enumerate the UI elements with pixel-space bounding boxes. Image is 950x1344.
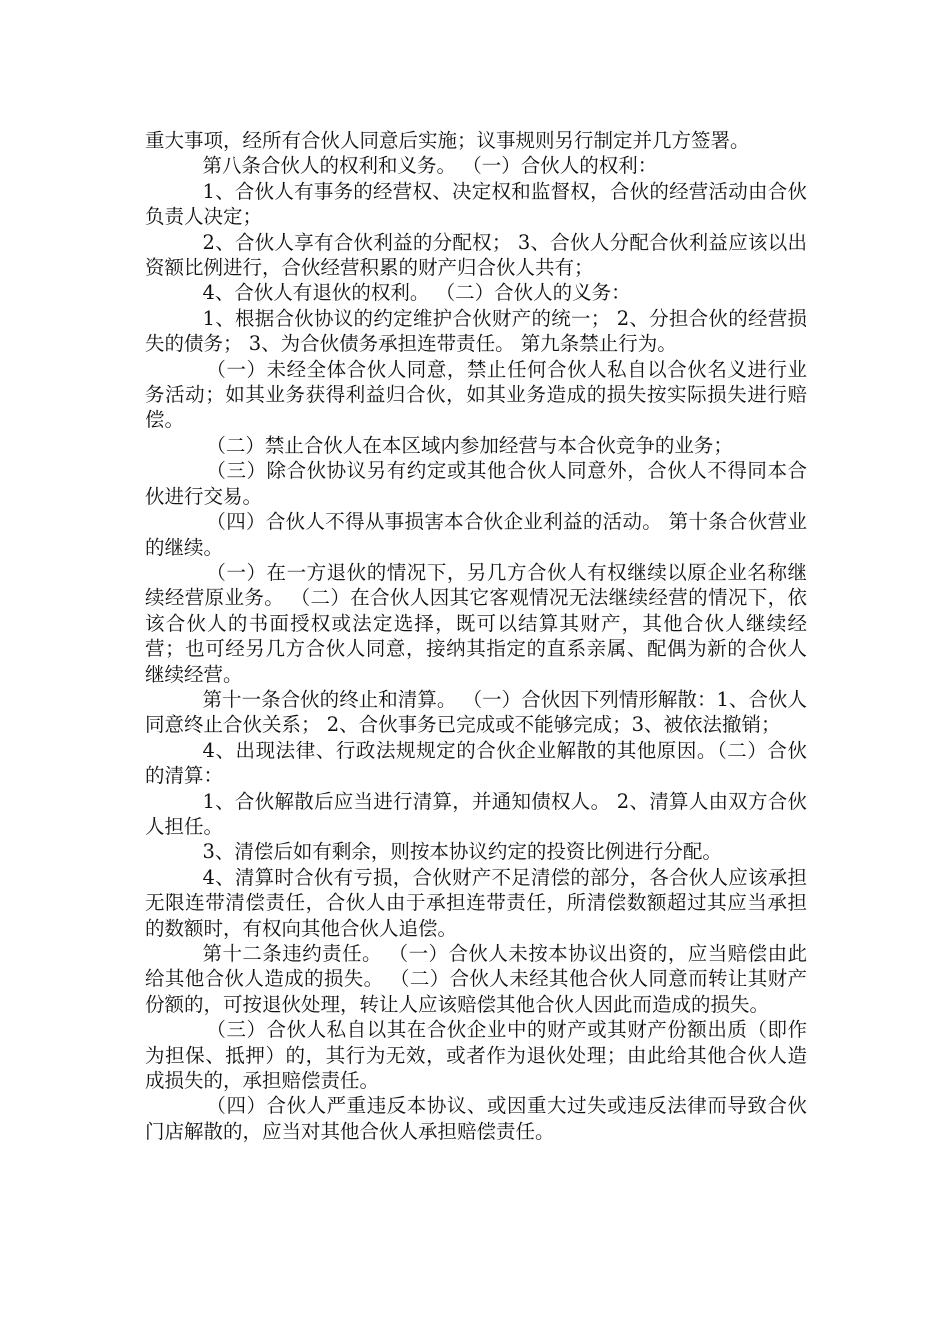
paragraph-prohibition-1: （一）未经全体合伙人同意，禁止任何合伙人私自以合伙名义进行业务活动；如其业务获得利益归合伙，如其业务造成的损失按实际损失进行赔偿。 — [145, 357, 807, 432]
paragraph-major-matters: 重大事项，经所有合伙人同意后实施；议事规则另行制定并几方签署。 — [145, 129, 750, 152]
document-body — [145, 128, 807, 1144]
paragraph-prohibition-4-article-10: （四）合伙人不得从事损害本合伙企业利益的活动。 第十条合伙营业的继续。 — [145, 510, 807, 559]
paragraph-dissolution-4: 4、出现法律、行政法规规定的合伙企业解散的其他原因。（二）合伙的清算： — [145, 738, 807, 788]
paragraph-liquidation-1-2: 1、合伙解散后应当进行清算，并通知债权人。 2、清算人由双方合伙人担任。 — [145, 789, 807, 838]
paragraph-right-1: 1、合伙人有事务的经营权、决定权和监督权，合伙的经营活动由合伙负责人决定； — [145, 179, 807, 229]
paragraph-article-11: 第十一条合伙的终止和清算。 （一）合伙因下列情形解散：1、合伙人同意终止合伙关系； 2、合伙事务已完成或不能够完成；3、被依法撤销； — [145, 687, 807, 737]
paragraph-right-4-obligations: 4、合伙人有退伙的权利。 （二）合伙人的义务： — [202, 281, 631, 305]
paragraph-liability-4: （四）合伙人严重违反本协议、或因重大过失或违反法律而导致合伙门店解散的，应当对其他合伙人承担赔偿责任。 — [145, 1094, 807, 1143]
paragraph-article-12: 第十二条违约责任。 （一）合伙人未按本协议出资的，应当赔偿由此给其他合伙人造成的损失。 （二）合伙人未经其他合伙人同意而转让其财产份额的，可按退伙处理，转让人应该赔偿其他合伙人因此而造成的损失。 — [145, 942, 807, 1016]
paragraph-article-8-heading: 第八条合伙人的权利和义务。 （一）合伙人的权利： — [202, 154, 658, 178]
paragraph-right-2-3: 2、合伙人享有合伙利益的分配权； 3、合伙人分配合伙利益应该以出资额比例进行，合伙经营积累的财产归合伙人共有； — [145, 230, 807, 280]
paragraph-prohibition-2: （二）禁止合伙人在本区域内参加经营与本合伙竞争的业务； — [206, 433, 733, 457]
paragraph-prohibition-3: （三）除合伙协议另有约定或其他合伙人同意外，合伙人不得同本合伙进行交易。 — [145, 459, 807, 508]
paragraph-obligations-article-9: 1、根据合伙协议的约定维护合伙财产的统一； 2、分担合伙的经营损失的债务； 3、为合伙债务承担连带责任。 第九条禁止行为。 — [145, 306, 807, 356]
paragraph-liquidation-4: 4、清算时合伙有亏损，合伙财产不足清偿的部分，各合伙人应该承担无限连带清偿责任，合伙人由于承担连带责任，所清偿数额超过其应当承担的数额时，有权向其他合伙人追偿。 — [145, 865, 807, 940]
paragraph-liability-3: （三）合伙人私自以其在合伙企业中的财产或其财产份额出质（即作为担保、抵押）的，其行为无效，或者作为退伙处理；由此给其他合伙人造成损失的，承担赔偿责任。 — [145, 1018, 807, 1093]
paragraph-continuation: （一）在一方退伙的情况下，另几方合伙人有权继续以原企业名称继续经营原业务。 （二）在合伙人因其它客观情况无法继续经营的情况下，依该合伙人的书面授权或法定选择，既可以结算其财产，其他合伙人继续经营；也可经另几方合伙人同意，接纳其指定的直系亲属、配偶为新的合伙人继续经营。 — [145, 560, 807, 686]
paragraph-liquidation-3: 3、清偿后如有剩余，则按本协议约定的投资比例进行分配。 — [202, 840, 722, 864]
